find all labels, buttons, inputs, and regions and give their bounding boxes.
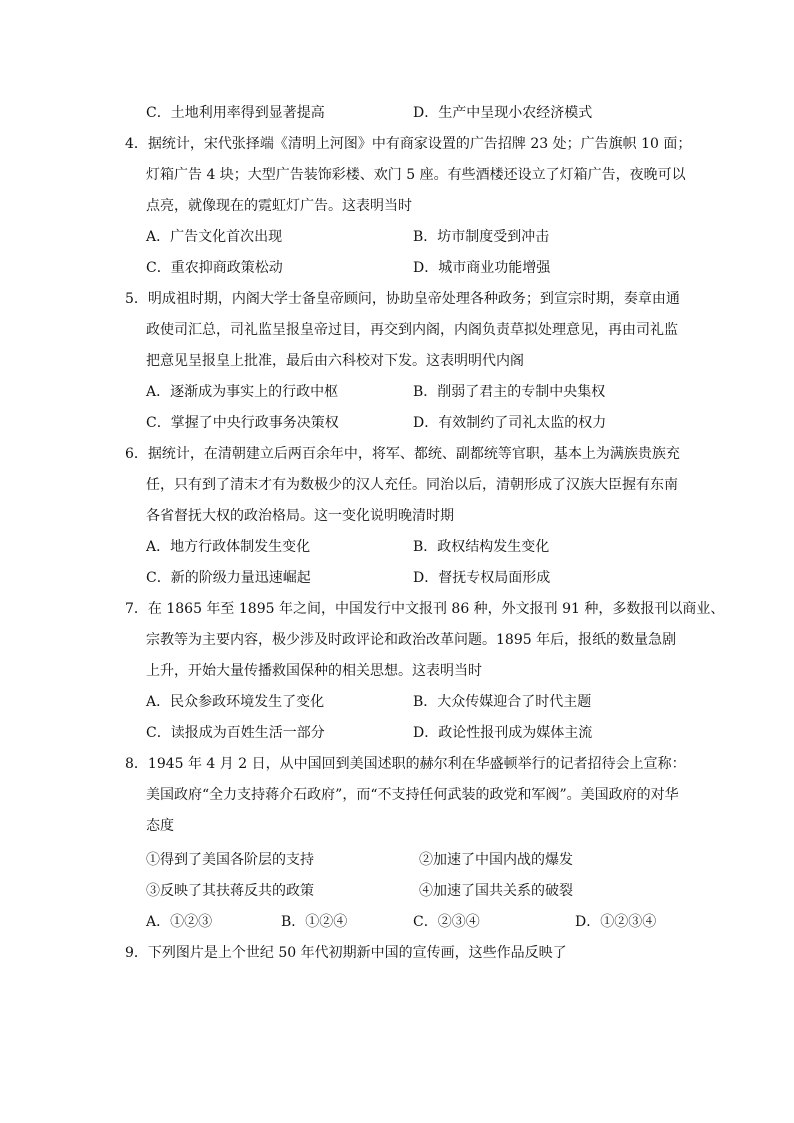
q5-option-d[interactable]: D．有效制约了司礼太监的权力 [413,415,607,431]
q5-stem-line-2: 政使司汇总，司礼监呈报皇帝过目，再交到内阁，内阁负责草拟处理意见，再由司礼监 [146,322,678,338]
q6-option-b[interactable]: B．政权结构发生变化 [413,539,550,555]
q7-option-d[interactable]: D．政论性报刊成为媒体主流 [413,725,593,741]
q7-stem-line-2: 宗教等为主要内容，极少涉及时政评论和政治改革问题。1895 年后，报纸的数量急剧 [146,632,677,648]
q4-stem-line-3: 点亮，就像现在的霓虹灯广告。这表明当时 [146,198,412,214]
q8-option-b[interactable]: B．①②④ [281,914,348,930]
q5-option-c[interactable]: C．掌握了中央行政事务决策权 [146,415,339,431]
q7-stem-line-1: 7．在 1865 年至 1895 年之间，中国发行中文报刊 86 种，外文报刊 91 种，多数报刊以商业、 [125,601,725,617]
q8-statement-1: ①得到了美国各阶层的支持 [146,852,314,868]
q8-stem-line-1: 8．1945 年 4 月 2 日，从中国回到美国述职的赫尔利在华盛顿举行的记者招待会上宣称： [125,756,686,772]
q8-option-d[interactable]: D．①②③④ [575,914,657,930]
q5-stem-line-3: 把意见呈报皇上批准，最后由六科校对下发。这表明明代内阁 [146,353,524,369]
q5-option-a[interactable]: A．逐渐成为事实上的行政中枢 [146,384,339,400]
q4-option-b[interactable]: B．坊市制度受到冲击 [413,229,550,245]
q8-statement-3: ③反映了其扶蒋反共的政策 [146,883,314,899]
q8-stem-line-2: 美国政府“全力支持蒋介石政府”，而“不支持任何武装的政党和军阀”。美国政府的对华 [146,787,679,803]
q9-stem: 9．下列图片是上个世纪 50 年代初期新中国的宣传画，这些作品反映了 [125,945,567,961]
q6-option-c[interactable]: C．新的阶级力量迅速崛起 [146,570,311,586]
q8-statement-2: ②加速了中国内战的爆发 [419,852,573,868]
q6-stem-line-3: 各省督抚大权的政治格局。这一变化说明晚清时期 [146,508,454,524]
q4-stem-line-2: 灯箱广告 4 块；大型广告装饰彩楼、欢门 5 座。有些酒楼还设立了灯箱广告，夜晚可以 [146,167,686,183]
q8-option-c[interactable]: C．②③④ [413,914,480,930]
q7-option-a[interactable]: A．民众参政环境发生了变化 [146,694,325,710]
q4-stem-line-1: 4．据统计，宋代张择端《清明上河图》中有商家设置的广告招牌 23 处；广告旗帜 10 面； [125,136,692,152]
q5-stem-line-1: 5．明成祖时期，内阁大学士备皇帝顾问，协助皇帝处理各种政务；到宣宗时期，奏章由通 [125,291,680,307]
q6-stem-line-1: 6．据统计，在清朝建立后两百余年中，将军、都统、副都统等官职，基本上为满族贵族充 [125,446,680,462]
q7-option-b[interactable]: B．大众传媒迎合了时代主题 [413,694,592,710]
q6-stem-line-2: 任，只有到了清末才有为数极少的汉人充任。同治以后，清朝形成了汉族大臣握有东南 [146,477,678,493]
q6-option-d[interactable]: D．督抚专权局面形成 [413,570,551,586]
q7-option-c[interactable]: C．读报成为百姓生活一部分 [146,725,325,741]
q4-option-a[interactable]: A．广告文化首次出现 [146,229,283,245]
q3-option-c[interactable]: C．土地利用率得到显著提高 [146,105,325,121]
q6-option-a[interactable]: A．地方行政体制发生变化 [146,539,311,555]
q4-option-d[interactable]: D．城市商业功能增强 [413,260,551,276]
q5-option-b[interactable]: B．削弱了君主的专制中央集权 [413,384,606,400]
q8-option-a[interactable]: A．①②③ [146,914,213,930]
q8-statement-4: ④加速了国共关系的破裂 [419,883,573,899]
q3-option-d[interactable]: D．生产中呈现小农经济模式 [413,105,593,121]
q7-stem-line-3: 上升，开始大量传播救国保种的相关思想。这表明当时 [146,663,482,679]
q4-option-c[interactable]: C．重农抑商政策松动 [146,260,283,276]
q8-stem-line-3: 态度 [146,818,174,834]
